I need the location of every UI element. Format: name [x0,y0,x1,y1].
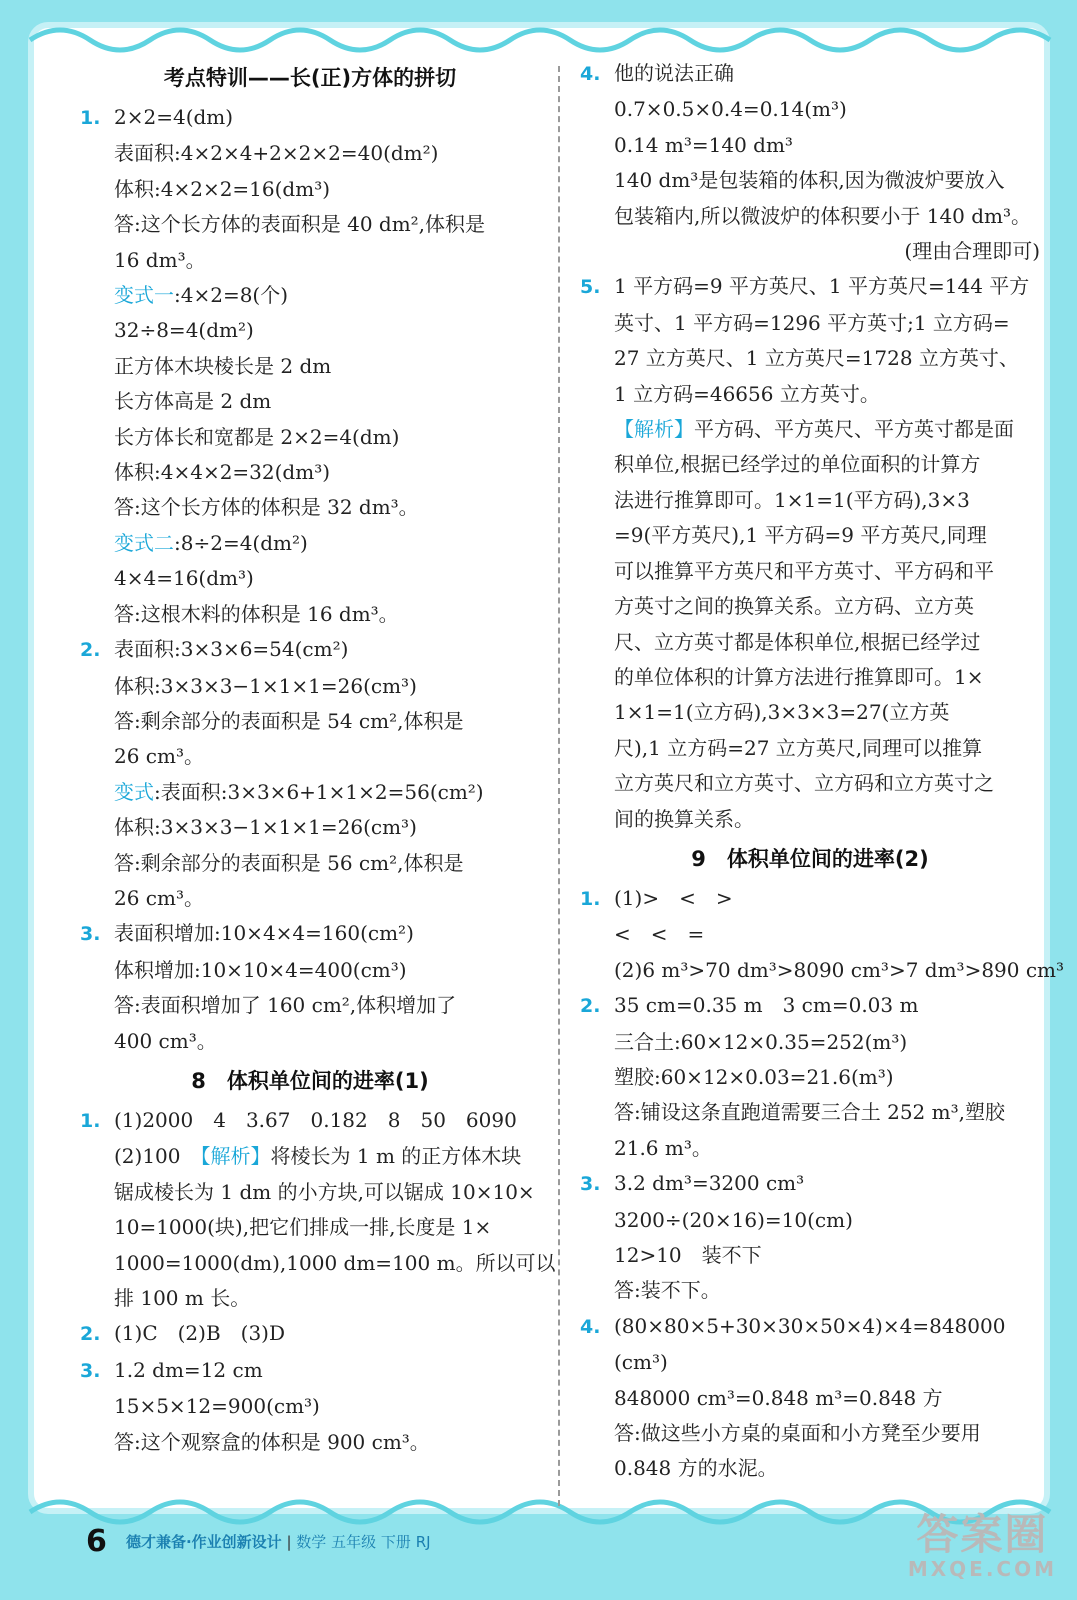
answer-line: 包装箱内,所以微波炉的体积要小于 140 dm³。 [614,203,1032,228]
answer-line: 体积:3×3×3−1×1×1=26(cm³) [114,673,417,698]
answer-line: 26 cm³。 [114,744,204,769]
answer-text: 1.2 dm=12 cm [114,1357,263,1382]
section-title: 9 体积单位间的进率(2) [691,846,929,871]
answer-line: 可以推算平方英尺和平方英寸、平方码和平 [614,558,994,583]
answer-line: 答:这个观察盒的体积是 900 cm³。 [114,1429,430,1454]
question-item [580,881,1040,917]
answer-line: 140 dm³是包装箱的体积,因为微波炉要放入 [614,168,1005,193]
answer-text: 表面积增加:10×4×4=160(cm²) [114,921,414,946]
answer-line: 锯成棱长为 1 dm 的小方块,可以锯成 10×10× [114,1179,535,1204]
footer-book-info: 德才兼备·作业创新设计 | 数学 五年级 下册 RJ [125,1533,431,1551]
answer-line: 1000=1000(dm),1000 dm=100 m。所以可以 [114,1250,556,1275]
analysis-text: 平方码、平方英尺、平方英寸都是面 [694,417,1014,442]
answer-line: 体积:4×2×2=16(dm³) [114,176,331,201]
answer-line: 32÷8=4(dm²) [114,318,254,343]
section-title: 8 体积单位间的进率(1) [191,1068,429,1093]
answer-line: 正方体木块棱长是 2 dm [114,353,332,378]
analysis-label: 【解析】 [614,417,694,442]
answer-text: 表面积:3×3×6=54(cm²) [114,637,349,662]
answer-line: 答:剩余部分的表面积是 54 cm²,体积是 [114,708,464,733]
answer-line: 答:铺设这条直跑道需要三合土 252 m³,塑胶 [614,1100,1005,1125]
answer-line: 1 立方码=46656 立方英寸。 [614,381,880,406]
answer-text: 1 平方码=9 平方英尺、1 平方英尺=144 平方 [614,274,1030,299]
answer-line: 立方英尺和立方英寸、立方码和立方英寸之 [614,771,994,796]
answer-line: 积单位,根据已经学过的单位面积的计算方 [614,452,981,477]
question-number: 3. [80,923,101,946]
answer-line: 15×5×12=900(cm³) [114,1394,320,1419]
answer-line: (cm³) [614,1350,668,1375]
answer-line: 法进行推算即可。1×1=1(平方码),3×3 [614,487,970,512]
question-number: 2. [80,1323,101,1346]
answer-line: 答:这个长方体的体积是 32 dm³。 [114,495,419,520]
question-number: 4. [580,63,601,85]
footer-subject: 数学 [296,1533,327,1551]
answer-line: 答:表面积增加了 160 cm²,体积增加了 [114,993,457,1018]
answer-line: 长方体高是 2 dm [114,389,272,414]
answer-line: 英寸、1 平方码=1296 平方英寸;1 立方码= [614,310,1010,335]
question-number: 3. [80,1359,101,1382]
answer-line: 3200÷(20×16)=10(cm) [614,1207,853,1232]
footer-brand: 德才兼备·作业创新设计 [125,1533,282,1551]
question-number: 2. [80,639,101,662]
analysis-line [80,1139,540,1174]
answer-line: 848000 cm³=0.848 m³=0.848 方 [614,1385,943,1410]
answer-text: (80×80×5+30×30×50×4)×4=848000 [614,1313,1006,1338]
answer-line: 答:剩余部分的表面积是 56 cm²,体积是 [114,850,464,875]
answer-line: 10=1000(块),把它们排成一排,长度是 1× [114,1215,492,1240]
answer-line: < < = [614,922,705,947]
question-item [580,56,1040,92]
answer-text: (1)2000 4 3.67 0.182 8 50 6090 [114,1107,517,1132]
answer-line: (2)6 m³>70 dm³>8090 cm³>7 dm³>890 cm³ [614,957,1065,982]
section-title: 考点特训——长(正)方体的拼切 [163,66,457,90]
answer-text: :8÷2=4(dm²) [174,530,308,555]
answer-line: 体积:3×3×3−1×1×1=26(cm³) [114,815,417,840]
variant-item [80,278,540,313]
page-footer [86,1524,431,1559]
answer-line: 方英寸之间的换算关系。立方码、立方英 [614,594,974,619]
question-number: 4. [580,1315,601,1338]
answer-line: 答:装不下。 [614,1278,721,1303]
answer-text: :表面积:3×3×6+1×1×2=56(cm²) [154,779,484,804]
left-column [80,56,556,1460]
question-item [580,988,1040,1024]
question-item [80,1316,540,1352]
answer-line: 26 cm³。 [114,885,204,910]
question-item [80,1103,540,1139]
question-number: 1. [80,1109,101,1132]
answer-text: 35 cm=0.35 m 3 cm=0.03 m [614,993,919,1018]
question-item [80,100,540,136]
question-item [580,269,1040,305]
note-line: (理由合理即可) [904,239,1040,264]
watermark-url: MXQE.COM [907,1557,1057,1581]
answer-line: 12>10 装不下 [614,1243,762,1267]
answer-text: (1)> < > [614,885,733,910]
footer-grade: 五年级 [331,1533,377,1551]
answer-line: 体积增加:10×10×4=400(cm³) [114,957,407,982]
question-item [80,632,540,668]
analysis-label: 【解析】 [200,1144,271,1169]
variant-label: 变式 [114,779,154,804]
watermark [908,1512,1057,1580]
answer-line: 答:做这些小方桌的桌面和小方凳至少要用 [614,1421,981,1446]
watermark-logo: 答案圈 [916,1510,1049,1559]
answer-line: 答:这个长方体的表面积是 40 dm²,体积是 [114,212,486,237]
answer-line: 1×1=1(立方码),3×3×3=27(立方英 [614,700,950,725]
answer-text: 3.2 dm³=3200 cm³ [614,1171,805,1196]
question-number: 2. [580,995,601,1018]
variant-label: 变式二 [114,530,174,555]
answer-line: 0.14 m³=140 dm³ [614,132,793,157]
answer-text: 2×2=4(dm) [114,105,234,129]
variant-item [80,775,540,810]
answer-line: 的单位体积的计算方法进行推算即可。1× [614,664,984,689]
variant-label: 变式一 [114,283,174,308]
variant-item [80,526,540,561]
question-number: 1. [80,107,101,129]
answer-text: 他的说法正确 [614,61,734,85]
question-number: 1. [580,887,601,910]
footer-edition: RJ [415,1533,431,1551]
answer-line: 长方体长和宽都是 2×2=4(dm) [114,424,400,449]
answer-line: 尺、立方英寸都是体积单位,根据已经学过 [614,629,981,654]
answer-line: 尺),1 立方码=27 立方英尺,同理可以推算 [614,735,983,760]
answer-line: 400 cm³。 [114,1028,217,1053]
answer-line: 三合土:60×12×0.35=252(m³) [614,1029,908,1054]
analysis-line [580,412,1040,447]
question-item [80,1353,540,1389]
answer-line: 答:这根木料的体积是 16 dm³。 [114,601,399,626]
answer-line: 4×4=16(dm³) [114,566,254,591]
answer-line: 0.848 方的水泥。 [614,1456,778,1481]
footer-volume: 下册 [380,1533,411,1551]
question-item [80,916,540,952]
answer-line: 21.6 m³。 [614,1135,712,1160]
answer-text: (1)C (2)B (3)D [114,1321,286,1346]
answer-line: 间的换算关系。 [614,806,754,831]
answer-line: 塑胶:60×12×0.03=21.6(m³) [614,1064,894,1089]
answer-line: =9(平方英尺),1 平方码=9 平方英尺,同理 [614,523,987,548]
answer-line: 排 100 m 长。 [114,1286,251,1310]
answer-text: :4×2=8(个) [174,283,289,308]
question-item [580,1309,1040,1345]
question-number: 5. [580,276,601,299]
answer-line: 0.7×0.5×0.4=0.14(m³) [614,97,847,122]
answer-line: 体积:4×4×2=32(dm³) [114,460,331,485]
answer-line: 表面积:4×2×4+2×2×2=40(dm²) [114,141,439,166]
answer-text: (2)100 [114,1144,201,1169]
analysis-text: 将棱长为 1 m 的正方体木块 [270,1144,522,1169]
column-divider [558,66,560,1506]
right-column [580,56,1065,1487]
question-item [580,1166,1040,1202]
answer-line: 16 dm³。 [114,247,206,272]
question-number: 3. [580,1173,601,1196]
page-number: 6 [86,1524,107,1559]
answer-line: 27 立方英尺、1 立方英尺=1728 立方英寸、 [614,346,1019,371]
